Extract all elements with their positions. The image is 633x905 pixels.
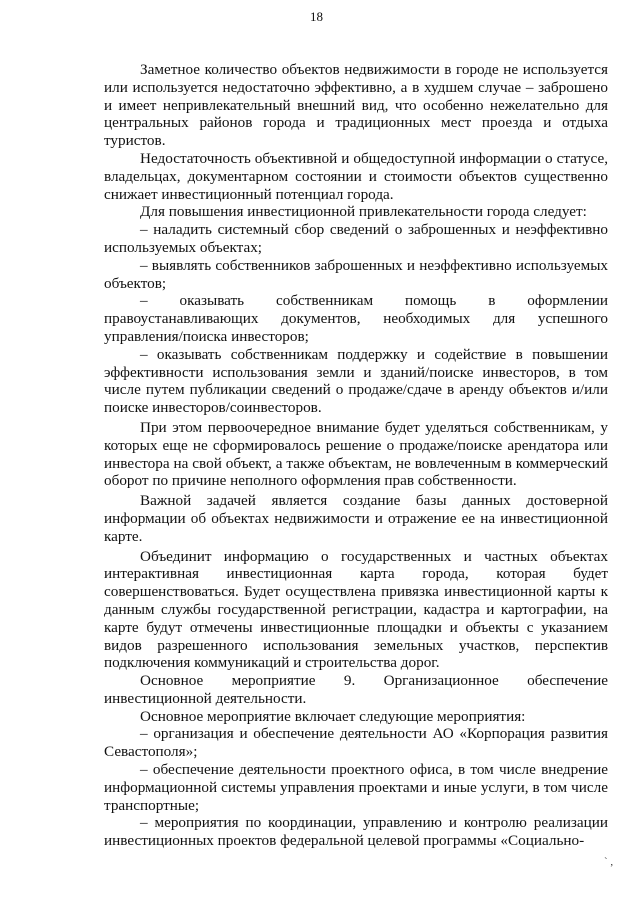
paragraph: Для повышения инвестиционной привлекательности города следует: — [140, 203, 587, 221]
paragraph: Недостаточность объективной и общедоступной информации о статусе, владельцах, документарном состоянии и стоимости объектов существенно снижает инвестиционный потенциал города. — [104, 149, 608, 203]
list-item: – оказывать собственникам помощь в оформлении правоустанавливающих документов, необходимых для успешного управления/поиска инвесторов; — [104, 292, 608, 345]
list-item: – мероприятия по координации, управлению и контролю реализации инвестиционных проектов федеральной целевой программы «Социально- — [104, 814, 608, 850]
list-item: – оказывать собственникам поддержку и содействие в повышении эффективности использования земли и зданий/поиске инвесторов, в том числе путем публикации сведений о продаже/сдаче в аренду объектов и/или поиске инвесторов/соинвесторов. — [104, 345, 608, 417]
page-number: 18 — [310, 9, 323, 24]
margin-marks: ` , — [604, 856, 614, 868]
section-heading: Основное мероприятие 9. Организационное обеспечение инвестиционной деятельности. — [104, 672, 608, 707]
body-text — [104, 61, 608, 850]
paragraph: Объединит информацию о государственных и частных объектах интерактивная инвестиционная карта города, которая будет совершенствоваться. Будет осуществлена привязка инвестиционной карты к данным службы государственной регистрации, кадастра и картографии, на карте будут отмечены инвестиционные площадки и объекты с указанием видов разрешенного использования земельных участков, перспектив подключения коммуникаций и строительства дорог. — [104, 547, 608, 672]
paragraph: Заметное количество объектов недвижимости в городе не используется или используется недостаточно эффективно, а в худшем случае – заброшено и имеет непривлекательный внешний вид, что особенно нежелательно для центральных районов города и традиционных мест проезда и отдыха туристов. — [104, 61, 608, 150]
list-item: – организация и обеспечение деятельности АО «Корпорация развития Севастополя»; — [104, 725, 608, 761]
paragraph: При этом первоочередное внимание будет уделяться собственникам, у которых еще не сформировалось решение о продаже/поиске арендатора или инвестора на свой объект, а также объектам, не вовлеченным в коммерческий оборот по причине неполного оформления прав собственности. — [104, 418, 608, 490]
paragraph: Основное мероприятие включает следующие мероприятия: — [140, 707, 526, 725]
list-item: – выявлять собственников заброшенных и неэффективно используемых объектов; — [104, 256, 608, 292]
list-item: – наладить системный сбор сведений о заброшенных и неэффективно используемых объектах; — [104, 221, 608, 256]
list-item: – обеспечение деятельности проектного офиса, в том числе внедрение информационной системы управления проектами и иные услуги, в том числе транспортные; — [104, 761, 608, 814]
paragraph: Важной задачей является создание базы данных достоверной информации об объектах недвижимости и отражение ее на инвестиционной карте. — [104, 492, 608, 545]
